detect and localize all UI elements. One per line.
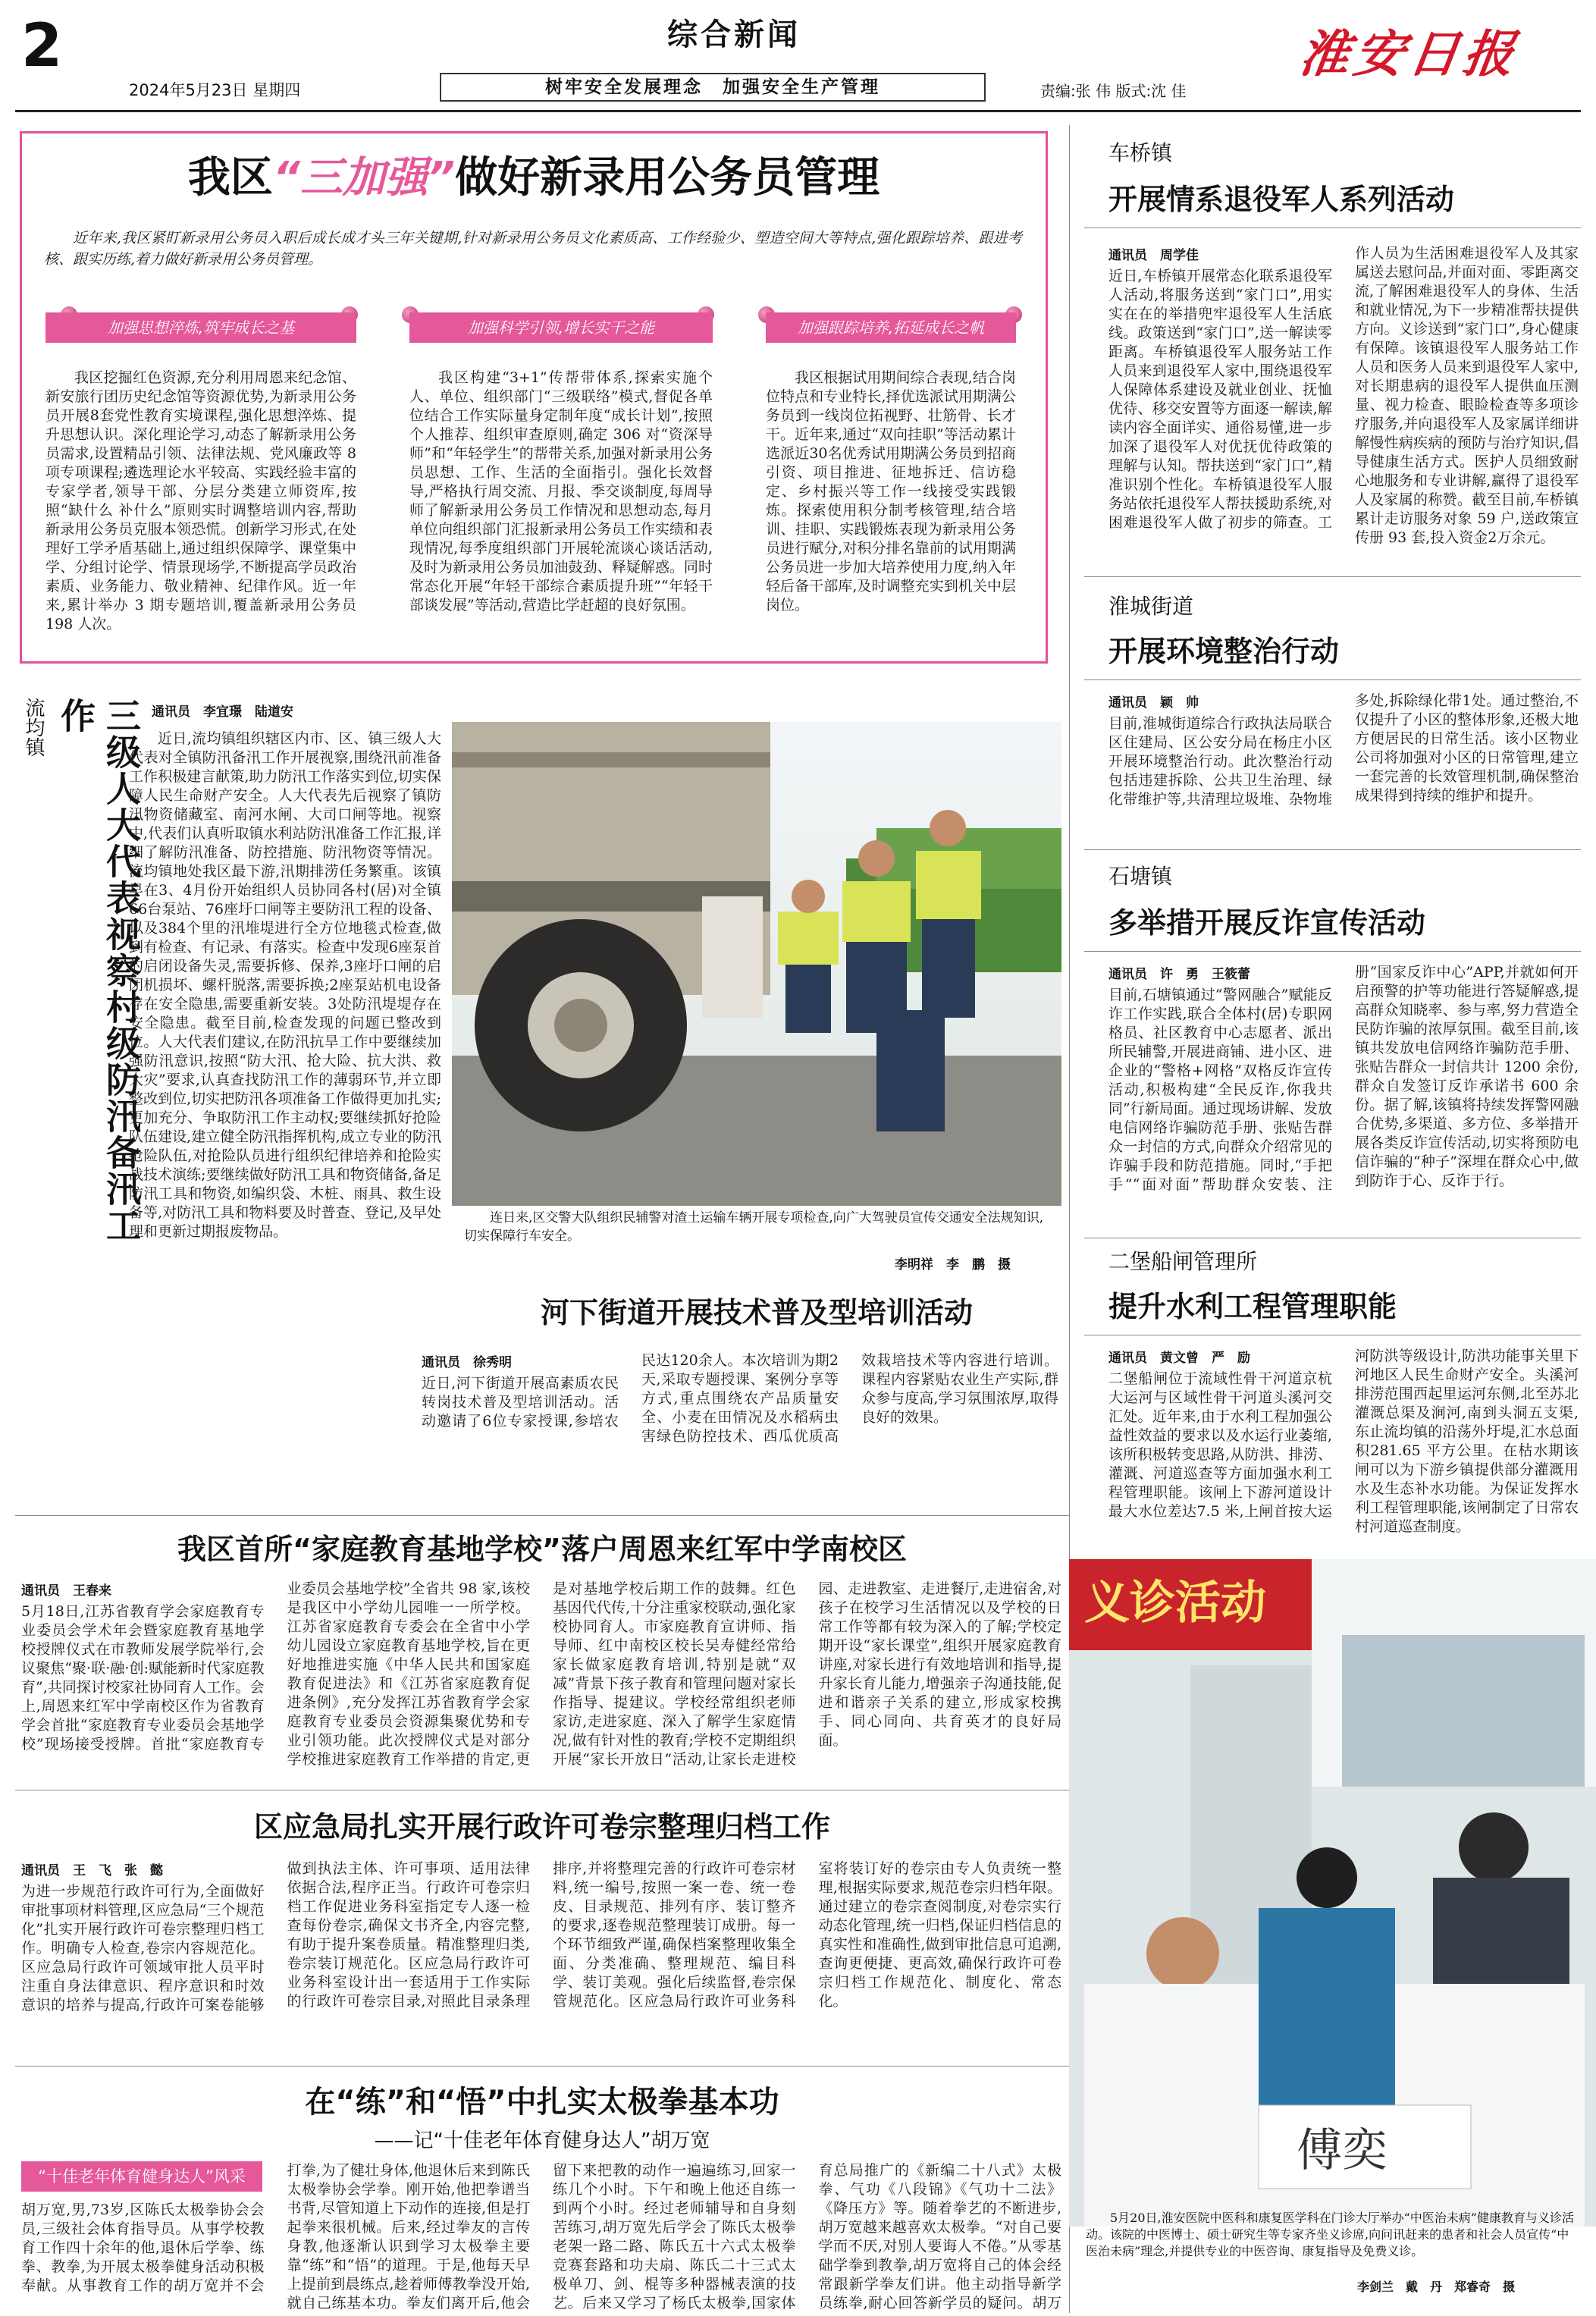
lead-col1-banner: 加强思想淬炼,筑牢成长之基	[45, 312, 356, 343]
liujun-town: 流均镇	[22, 698, 45, 757]
erbao-byline: 通讯员 黄文曾 严 励	[1108, 1351, 1250, 1366]
hexia-headline: 河下街道开展技术普及型培训活动	[540, 1296, 973, 1329]
photo2-credit: 李剑兰 戴 丹 郑睿奇 摄	[1357, 2280, 1516, 2294]
free-clinic-image	[1069, 1559, 1596, 2227]
slogan-text: 树牢安全发展理念 加强安全生产管理	[545, 77, 880, 97]
emergency-body	[21, 1859, 1061, 2058]
lead-col2-banner: 加强科学引领,增长实干之能	[409, 312, 713, 343]
shitang-town: 石塘镇	[1108, 864, 1173, 889]
traffic-police-photo	[452, 722, 1061, 1206]
clinic-banner-text: 义诊活动	[1084, 1577, 1266, 1630]
hexia-byline: 通讯员 徐秀明	[422, 1355, 512, 1370]
family-body	[21, 1580, 1061, 1786]
issue-date: 2024年5月23日 星期四	[129, 81, 301, 99]
lead-intro: 近年来,我区紧盯新录用公务员入职后成长成才头三年关键期,针对新录用公务员文化素质高、工作经验少、塑造空间大等特点,强化跟踪培养、跟进考核、跟实历练,着力做好新录用公务员管理。	[44, 230, 1022, 268]
hexia-body	[422, 1351, 1058, 1500]
emergency-text: 为进一步规范行政许可行为,全面做好审批事项材料管理,区应急局“三个规范化”扎实开展行政许可卷宗整理归档工作。明确专人检查,卷宗内容规范化。区应急局行政许可领域审批人员平时注重自身法律意识、程序意识和时效意识的培养与提高,行政许可案卷能够做到执法主体、许可事项、适用法律依据合法,程序正当。行政许可卷宗归档工作促进业务科室指定专人逐一检查每份卷宗,确保文书齐全,内容完整,有助于提升案卷质量。精准整理归类,卷宗装订规范化。区应急局行政许可业务科室设计出一套适用于工作实际的行政许可卷宗目录,对照此目录条理排序,并将整理完善的行政许可卷宗材料,统一编号,按照一案一卷、统一卷皮、目录规范、排列有序、装订整齐的要求,逐卷规范整理装订成册。每一个环节细致严谨,确保档案整理收集全面、分类准确、整理规范、编目科学、装订美观。强化后续监督,卷宗保管规范化。区应急局行政许可业务科室将装订好的卷宗由专人负责统一整理,根据实际要求,规范卷宗归档年限。通过建立的卷宗查阅制度,对卷宗实行动态化管理,统一归档,保证归档信息的真实性和准确性,做到审批信息可追溯,查询更便捷、更高效,确保行政许可卷宗归档工作规范化、制度化、常态化。	[21, 1860, 1061, 2013]
emergency-byline: 通讯员 王 飞 张 懿	[21, 1863, 163, 1878]
family-headline: 我区首所“家庭教育基地学校”落户周恩来红军中学南校区	[177, 1533, 907, 1566]
editor-credit: 责编:张 伟 版式:沈 佳	[1040, 82, 1187, 100]
erbao-headline: 提升水利工程管理职能	[1108, 1290, 1397, 1323]
cheqiao-text: 近日,车桥镇开展常态化联系退役军人活动,将服务送到“家门口”,用实实在在的举措兜牢退役军人生活底线。政策送到“家门口”,送一解读零距离。车桥镇退役军人服务站工作人员来到退役军人家中,围绕退役军人保障体系建设及就业创业、抚恤优待、移交安置等方面逐一解读,解读内容全面详实、通俗易懂,进一步加深了退役军人对优抚优待政策的理解与认知。帮扶送到“家门口”,精准识别个性化。车桥镇退役军人服务站依托退役军人帮扶援助系统,对困难退役军人做了初步的筛查。工作人员为生活困难退役军人及其家属送去慰问品,并面对面、零距离交流,了解困难退役军人的身体、生活和就业情况,为下一步精准帮扶提供方向。义诊送到“家门口”,身心健康有保障。该镇退役军人服务站工作人员和医务人员来到退役军人家中,对长期患病的退役军人提供血压测量、视力检查、眼睑检查等多项诊疗服务,并向退役军人及家属详细讲解慢性病疾病的预防与治疗知识,倡导健康生活方式。医护人员细致耐心地服务和专业讲解,赢得了退役军人及家属的称赞。截至目前,车桥镇累计走访服务对象 59 户,送政策宣传册 93 套,投入资金2万余元。	[1108, 245, 1579, 546]
shitang-text: 目前,石塘镇通过“警网融合”赋能反诈工作实践,联合全体村(居)专职网格员、社区教育中心志愿者、派出所民辅警,开展进商铺、进小区、进企业的“警格+网格”双格反诈宣传活动,积极构建“全民反诈,你我共同”行新局面。通过现场讲解、发放电信网络诈骗防范手册、张贴告群众一封信的方式,向群众介绍常见的诈骗手段和防范措施。同时,“手把手”“面对面”帮助群众安装、注册“国家反诈中心”APP,并就如何开启预警的护等功能进行答疑解惑,提高群众知晓率、参与率,努力营造全民防诈骗的浓厚氛围。截至目前,该镇共发放电信网络诈骗防范手册、张贴告群众一封信共计 1200 余份,群众自发签订反诈承诺书 600 余份。据了解,该镇将持续发挥警网融合优势,多渠道、多方位、多举措开展各类反诈宣传活动,切实将预防电信诈骗的“种子”深埋在群众心中,做到防诈于心、反诈于行。	[1108, 964, 1579, 1193]
huaicheng-town: 淮城街道	[1108, 594, 1194, 619]
family-text: 5月18日,江苏省教育学会家庭教育专业委员会学术年会暨家庭教育基地学校授牌仪式在市教师发展学院举行,会议聚焦“聚·联·融·创:赋能新时代家庭教育”,共同探讨校家社协同育人工作。会上,周恩来红军中学南校区作为省教育学会首批“家庭教育专业委员会基地学校”现场接受授牌。首批“家庭教育专业委员会基地学校”全省共 98 家,该校是我区中小学幼儿园唯一一所学校。江苏省家庭教育专委会在全省中小学幼儿园设立家庭教育基地学校,旨在更好地推进实施《中华人民共和国家庭教育促进法》和《江苏省家庭教育促进条例》,充分发挥江苏省教育学会家庭教育专业委员会资源集聚优势和专业引领功能。此次授牌仪式是对部分学校推进家庭教育工作举措的肯定,更是对基地学校后期工作的鼓舞。红色基因代代传,十分注重家校联动,强化家校协同育人。市家庭教育宣讲师、指导师、红中南校区校长吴寿健经常给家长做家庭教育培训,特别是就“双减”背景下孩子教育和管理问题对家长作指导、提建议。学校经常组织老师家访,走进家庭、深入了解学生家庭情况,做有针对性的教育;学校不定期组织开展“家长开放日”活动,让家长走进校园、走进教室、走进餐厅,走进宿舍,对孩子在校学习生活情况以及学校的日常工作等都有较为深入的了解;学校定期开设“家长课堂”,组织开展家庭教育讲座,对家长进行有效地培训和指导,提升家长育儿能力,增强亲子沟通技能,促进和谐亲子关系的建立,形成家校携手、同心同向、共育英才的良好局面。	[21, 1580, 1061, 1768]
section-name: 综合新闻	[667, 17, 801, 52]
shitang-byline: 通讯员 许 勇 王筱蕾	[1108, 967, 1250, 982]
photo1-credit: 李明祥 李 鹏 摄	[895, 1257, 1011, 1273]
header-rule	[15, 110, 1581, 112]
huaicheng-body	[1108, 692, 1579, 843]
divider	[1084, 576, 1581, 577]
liujun-body: 近日,流均镇组织辖区内市、区、镇三级人大代表对全镇防汛备汛工作开展视察,围绕汛前准备工作积极建言献策,助力防汛工作落实到位,切实保障人民生命财产安全。人大代表先后视察了镇防汛物资储藏室、南河水闸、大司口闸等地。视察中,代表们认真听取镇水利站防汛准备工作汇报,详细了解防汛准备、防控措施、防汛物资等情况。流均镇地处我区最下游,汛期排涝任务繁重。该镇早在3、4月份开始组织人员协同各村(居)对全镇66台泵站、76座圩口闸等主要防汛工程的设备、以及384个里的汛堆堤进行全方位地毯式检查,做到有检查、有记录、有落实。检查中发现6座泵首的启闭设备失灵,需要拆修、保养,3座圩口闸的启闭机损坏、螺杆脱落,需要拆换;2座泵站机电设备存在安全隐患,需要重新安装。3处防汛堤堤存在安全隐患。截至目前,检查发现的问题已整改到位。人大代表们建议,在防汛抗旱工作中要继续加强防汛意识,按照“防大汛、抢大险、抗大洪、救大灾”要求,认真查找防汛工作的薄弱环节,并立即整改到位,切实把防汛各项准备工作做得更加扎实;更加充分、争取防汛工作主动权;要继续抓好抢险队伍建设,建立健全防汛指挥机构,成立专业的防汛抢险队伍,对抢险队员进行组织纪律培养和抢险实战技术演练;要继续做好防汛工具和物资储备,备足防汛工具和物资,如编织袋、木桩、雨具、救生设备等,对防汛工具和物料要及时普查、登记,及早处理和更新过期报废物品。	[129, 730, 441, 1240]
lead-headline-em: “三加强”	[272, 153, 456, 202]
hexia-text: 近日,河下街道开展高素质农民转岗技术普及型培训活动。活动邀请了6位专家授课,参培农民达120余人。本次培训为期2天,采取专题授课、案例分享等方式,重点围绕农产品质量安全、小麦在田情况及水稻病虫害绿色防控技术、西瓜优质高效栽培技术等内容进行培训。课程内容紧贴农业生产实际,群众参与度高,学习氛围浓厚,取得良好的效果。	[422, 1352, 1058, 1445]
clinic-sign-text: 傅奕	[1297, 2124, 1387, 2177]
cheqiao-body	[1108, 244, 1579, 564]
clinic-photo	[1069, 1559, 1596, 2227]
divider	[15, 2066, 1069, 2067]
masthead-logo: 淮安日报	[1295, 24, 1522, 83]
cheqiao-town: 车桥镇	[1108, 140, 1173, 165]
divider	[1084, 951, 1581, 952]
taiji-body	[21, 2161, 1061, 2313]
erbao-text: 二堡船闸位于流域性骨干河道京杭大运河与区域性骨干河道头溪河交汇处。近年来,由于水利工程加强公益性效益的要求以及水运行业萎缩,该所积极转变思路,从防洪、排涝、灌溉、河道巡查等方面加强水利工程管理职能。该闸上下游河道设计最大水位差达7.5 米,上闸首按大运河防洪等级设计,防洪功能事关里下河地区人民生命财产安全。头溪河排涝范围西起里运河东侧,北至苏北灌溉总渠及涧河,南到头洞五支渠,东止流均镇的沿荡外圩堤,汇水总面积281.65 平方公里。在枯水期该闸可以为下游乡镇提供部分灌溉用水及生态补水功能。为保证发挥水利工程管理职能,该闸制定了日常农村河道巡查制度。	[1108, 1348, 1579, 1535]
cheqiao-byline: 通讯员 周学佳	[1108, 248, 1199, 263]
shitang-headline: 多举措开展反诈宣传活动	[1108, 906, 1426, 940]
lead-headline-post: 做好新录用公务员管理	[455, 153, 880, 202]
slogan-bar	[440, 73, 986, 102]
lead-col2-text: 我区构建“3+1”传帮带体系,探索实施个人、单位、组织部门“三级联络”模式,督促各单位结合工作实际量身定制年度“成长计划”,按照个人推荐、组织审查原则,确定 306 对“资深导师”和“年轻学生”的帮带关系,加强对新录用公务员思想、工作、生活的全面指引。强化长效督导,严格执行周交流、月报、季交谈制度,每周导师了解新录用公务员工作情况和思想动态,每月单位向组织部门汇报新录用公务员工作实绩和表现情况,每季度组织部门开展轮流谈心谈话活动,及时为新录用公务员加油鼓劲、释疑解惑。同时常态化开展“年轻干部综合素质提升班”“年轻干部谈发展”等活动,营造比学赶超的良好氛围。	[409, 369, 713, 614]
erbao-body	[1108, 1347, 1579, 1553]
liujun-byline: 通讯员 李宜璟 陆道安	[152, 705, 293, 720]
lead-headline	[20, 144, 1048, 205]
family-byline: 通讯员 王春来	[21, 1583, 111, 1599]
lead-col3-text: 我区根据试用期间综合表现,结合岗位特点和专业特长,择优选派试用期满公务员到一线岗位拓视野、壮筋骨、长才干。近年来,通过“双向挂职”等活动累计选派近30名优秀试用期满公务员到招商引资、项目推进、征地拆迁、信访稳定、乡村振兴等工作一线接受实践锻炼。探索使用积分制考核管理,结合培训、挂职、实践锻炼表现为新录用公务员进行赋分,对积分排名靠前的试用期满公务员进一步加大培养使用力度,纳入年轻后备干部库,及时调整充实到机关中层岗位。	[766, 369, 1016, 614]
page-number: 2	[21, 12, 63, 80]
taiji-headline: 在“练”和“悟”中扎实太极拳基本功	[305, 2085, 779, 2120]
huaicheng-text: 目前,淮城街道综合行政执法局联合区住建局、区公安分局在杨庄小区开展环境整治行动。此次整治行动包括违建拆除、公共卫生治理、绿化带维护等,共清理垃圾堆、杂物堆多处,拆除绿化带1处。通过整治,不仅提升了小区的整体形象,还极大地方便居民的日常生活。该小区物业公司将加强对小区的日常管理,建立一套完善的长效管理机制,确保整治成果得到持续的维护和提升。	[1108, 692, 1579, 808]
erbao-town: 二堡船闸管理所	[1108, 1249, 1258, 1274]
divider	[15, 1515, 1069, 1516]
photo1-caption: 连日来,区交警大队组织民辅警对渣土运输车辆开展专项检查,向广大驾驶员宣传交通安全法规知识,切实保障行车安全。	[464, 1210, 1044, 1244]
divider	[1084, 849, 1581, 850]
huaicheng-headline: 开展环境整治行动	[1108, 635, 1340, 668]
huaicheng-byline: 通讯员 颖 帅	[1108, 695, 1199, 711]
liujun-headline: 三级人大代表视察村级防汛备汛工作	[55, 698, 142, 1244]
cheqiao-headline: 开展情系退役军人系列活动	[1108, 183, 1455, 216]
shitang-body	[1108, 963, 1579, 1229]
emergency-headline: 区应急局扎实开展行政许可卷宗整理归档工作	[253, 1810, 830, 1844]
lead-col3-banner: 加强跟踪培养,拓延成长之帆	[766, 312, 1016, 343]
taiji-text: 胡万宽,男,73岁,区陈氏太极拳协会会员,三级社会体育指导员。从事学校教育工作四十余年的他,退休后学拳、练拳、教拳,为开展太极拳健身活动积极奉献。从事教育工作的胡万宽并不会打拳,为了健壮身体,他退休后来到陈氏太极拳协会学拳。刚开始,他把拳谱当书背,尽管知道上下动作的连接,但是打起拳来很机械。后来,经过拳友的言传身教,他逐渐认识到学习太极拳主要靠“练”和“悟”的道理。于是,他每天早上提前到晨练点,趁着师傅教拳没开始,就自己练基本功。拳友们离开后,他会留下来把教的动作一遍遍练习,回家一练几个小时。下午和晚上他还自练一到两个小时。经过老师辅导和自身刻苦练习,胡万宽先后学会了陈氏太极拳老架一路二路、陈氏五十六式太极拳竞赛套路和功夫扇、陈氏二十三式太极单刀、剑、棍等多种器械表演的技艺。后来又学习了杨氏太极拳,国家体育总局推广的《新编二十八式》太极拳、气功《八段锦》《气功十二法》《降压方》等。随着拳艺的不断进步,胡万宽越来越喜欢太极拳。“对自己要学而不厌,对别人要诲人不倦。”从零基础学拳到教拳,胡万宽将自己的体会经常跟新学拳友们讲。他主动指导新学员练拳,耐心回答新学员的疑问。胡万	[21, 2162, 1061, 2311]
lead-col1-text: 我区挖掘红色资源,充分利用周恩来纪念馆、新安旅行团历史纪念馆等资源优势,为新录用公务员开展8套党性教育实境课程,强化思想淬炼、提升思想认识。深化理论学习,动态了解新录用公务员需求,设置精品引领、法律法规、党风廉政等 8 项专项课程;遴选理论水平较高、实践经验丰富的专家学者,领导干部、分层分类建立师资库,按照“缺什么 补什么”原则实时调整培训内容,帮助新录用公务员克服本领恐慌。创新学习形式,在处理好工学矛盾基础上,通过组织保障学、课堂集中学、分组讨论学、情景现场学,不断提高学员政治素质、业务能力、敬业精神、纪律作风。近一年来,累计举办 3 期专题培训,覆盖新录用公务员 198 人次。	[45, 369, 356, 632]
truck-inspection-image	[452, 722, 1061, 1206]
lead-headline-pre: 我区	[187, 153, 273, 202]
divider	[1084, 679, 1581, 680]
taiji-subtitle: ——记“十佳老年体育健身达人”胡万宽	[374, 2129, 710, 2152]
taiji-column-label: “十佳老年体育健身达人”风采	[21, 2161, 262, 2192]
photo2-caption: 5月20日,淮安医院中医科和康复医学科在门诊大厅举办“中医治未病”健康教育与义诊活动。该院的中医博士、硕士研究生等专家齐坐义诊席,向问讯赶来的患者和社会人员宣传“中医治未病”理念,并提供专业的中医咨询、康复指导及免费义诊。	[1086, 2211, 1574, 2258]
